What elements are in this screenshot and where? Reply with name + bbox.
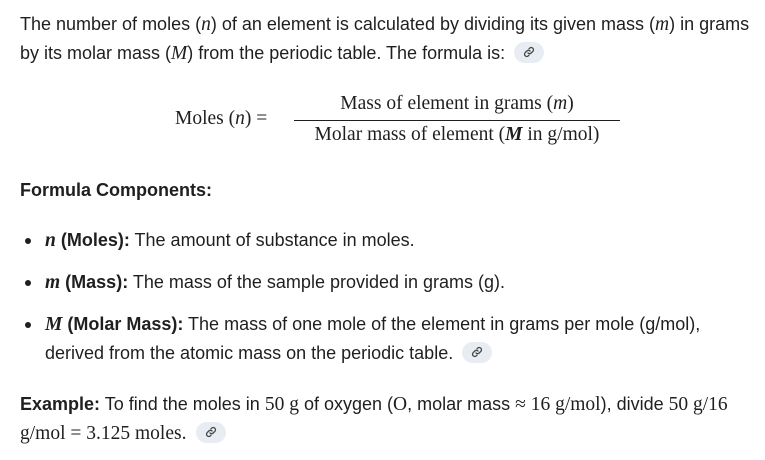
item-label: (Mass): <box>60 272 129 292</box>
item-label: (Moles): <box>55 230 130 250</box>
item-var: m <box>45 272 61 293</box>
intro-var-m: m <box>655 14 670 35</box>
example-label: Example: <box>20 394 101 414</box>
example-math-5: moles. <box>130 423 187 444</box>
example-text-4: ), divide <box>600 394 669 414</box>
formula-fraction <box>292 88 622 151</box>
denominator-var: M <box>505 124 523 146</box>
formula-lhs-text: Moles ( <box>175 108 236 129</box>
example-math-1: 50 g <box>264 394 299 415</box>
formula-numerator <box>292 88 622 118</box>
numerator-text: Mass of element in grams ( <box>340 93 554 114</box>
item-var: n <box>45 230 56 251</box>
numerator-close: ) <box>567 93 574 114</box>
example-text-3: , molar mass <box>407 394 516 414</box>
item-desc: The amount of substance in moles. <box>129 230 415 250</box>
example-math-3: ≈ 16 g/mol <box>515 394 601 415</box>
item-label: (Molar Mass): <box>62 314 184 334</box>
intro-var-M: M <box>171 43 188 64</box>
formula-denominator <box>292 121 622 151</box>
numerator-var: m <box>553 93 568 114</box>
components-heading: Formula Components: <box>20 180 212 200</box>
formula-lhs-close: ) = <box>244 108 268 129</box>
intro-text-3: ) in grams by its molar mass ( <box>20 14 750 63</box>
intro-text-2: ) of an element is calculated by dividing its given mass ( <box>210 14 656 34</box>
item-var: M <box>45 314 63 335</box>
example-text-2: of oxygen ( <box>298 394 393 414</box>
link-icon <box>205 426 217 438</box>
example-text-1: To find the moles in <box>100 394 265 414</box>
item-desc: The mass of one mole of the element in grams per mole (g/mol), derived from the atomic mass on the periodic table. <box>45 314 701 363</box>
list-item <box>20 310 760 368</box>
list-item <box>20 268 760 297</box>
source-link-button[interactable] <box>462 342 492 363</box>
denominator-text: Molar mass of element ( <box>314 124 506 146</box>
example-paragraph <box>20 390 740 448</box>
formula-lhs <box>175 108 267 130</box>
source-link-button[interactable] <box>514 42 544 63</box>
example-math-2: O <box>393 394 408 415</box>
link-icon <box>523 46 535 58</box>
intro-var-n: n <box>201 14 211 35</box>
intro-paragraph <box>20 10 750 68</box>
moles-formula <box>0 88 765 156</box>
components-list <box>20 226 760 368</box>
formula-lhs-var: n <box>235 108 245 129</box>
link-icon <box>471 346 483 358</box>
intro-text-1: The number of moles ( <box>20 14 202 34</box>
source-link-button[interactable] <box>196 422 226 443</box>
intro-text-4: ) from the periodic table. The formula is: <box>187 43 506 63</box>
denominator-close: in g/mol) <box>522 124 600 146</box>
example-math-4: 50 g/16 g/mol = 3.125 <box>20 394 728 444</box>
list-item <box>20 226 760 255</box>
item-desc: The mass of the sample provided in grams (g). <box>128 272 506 292</box>
